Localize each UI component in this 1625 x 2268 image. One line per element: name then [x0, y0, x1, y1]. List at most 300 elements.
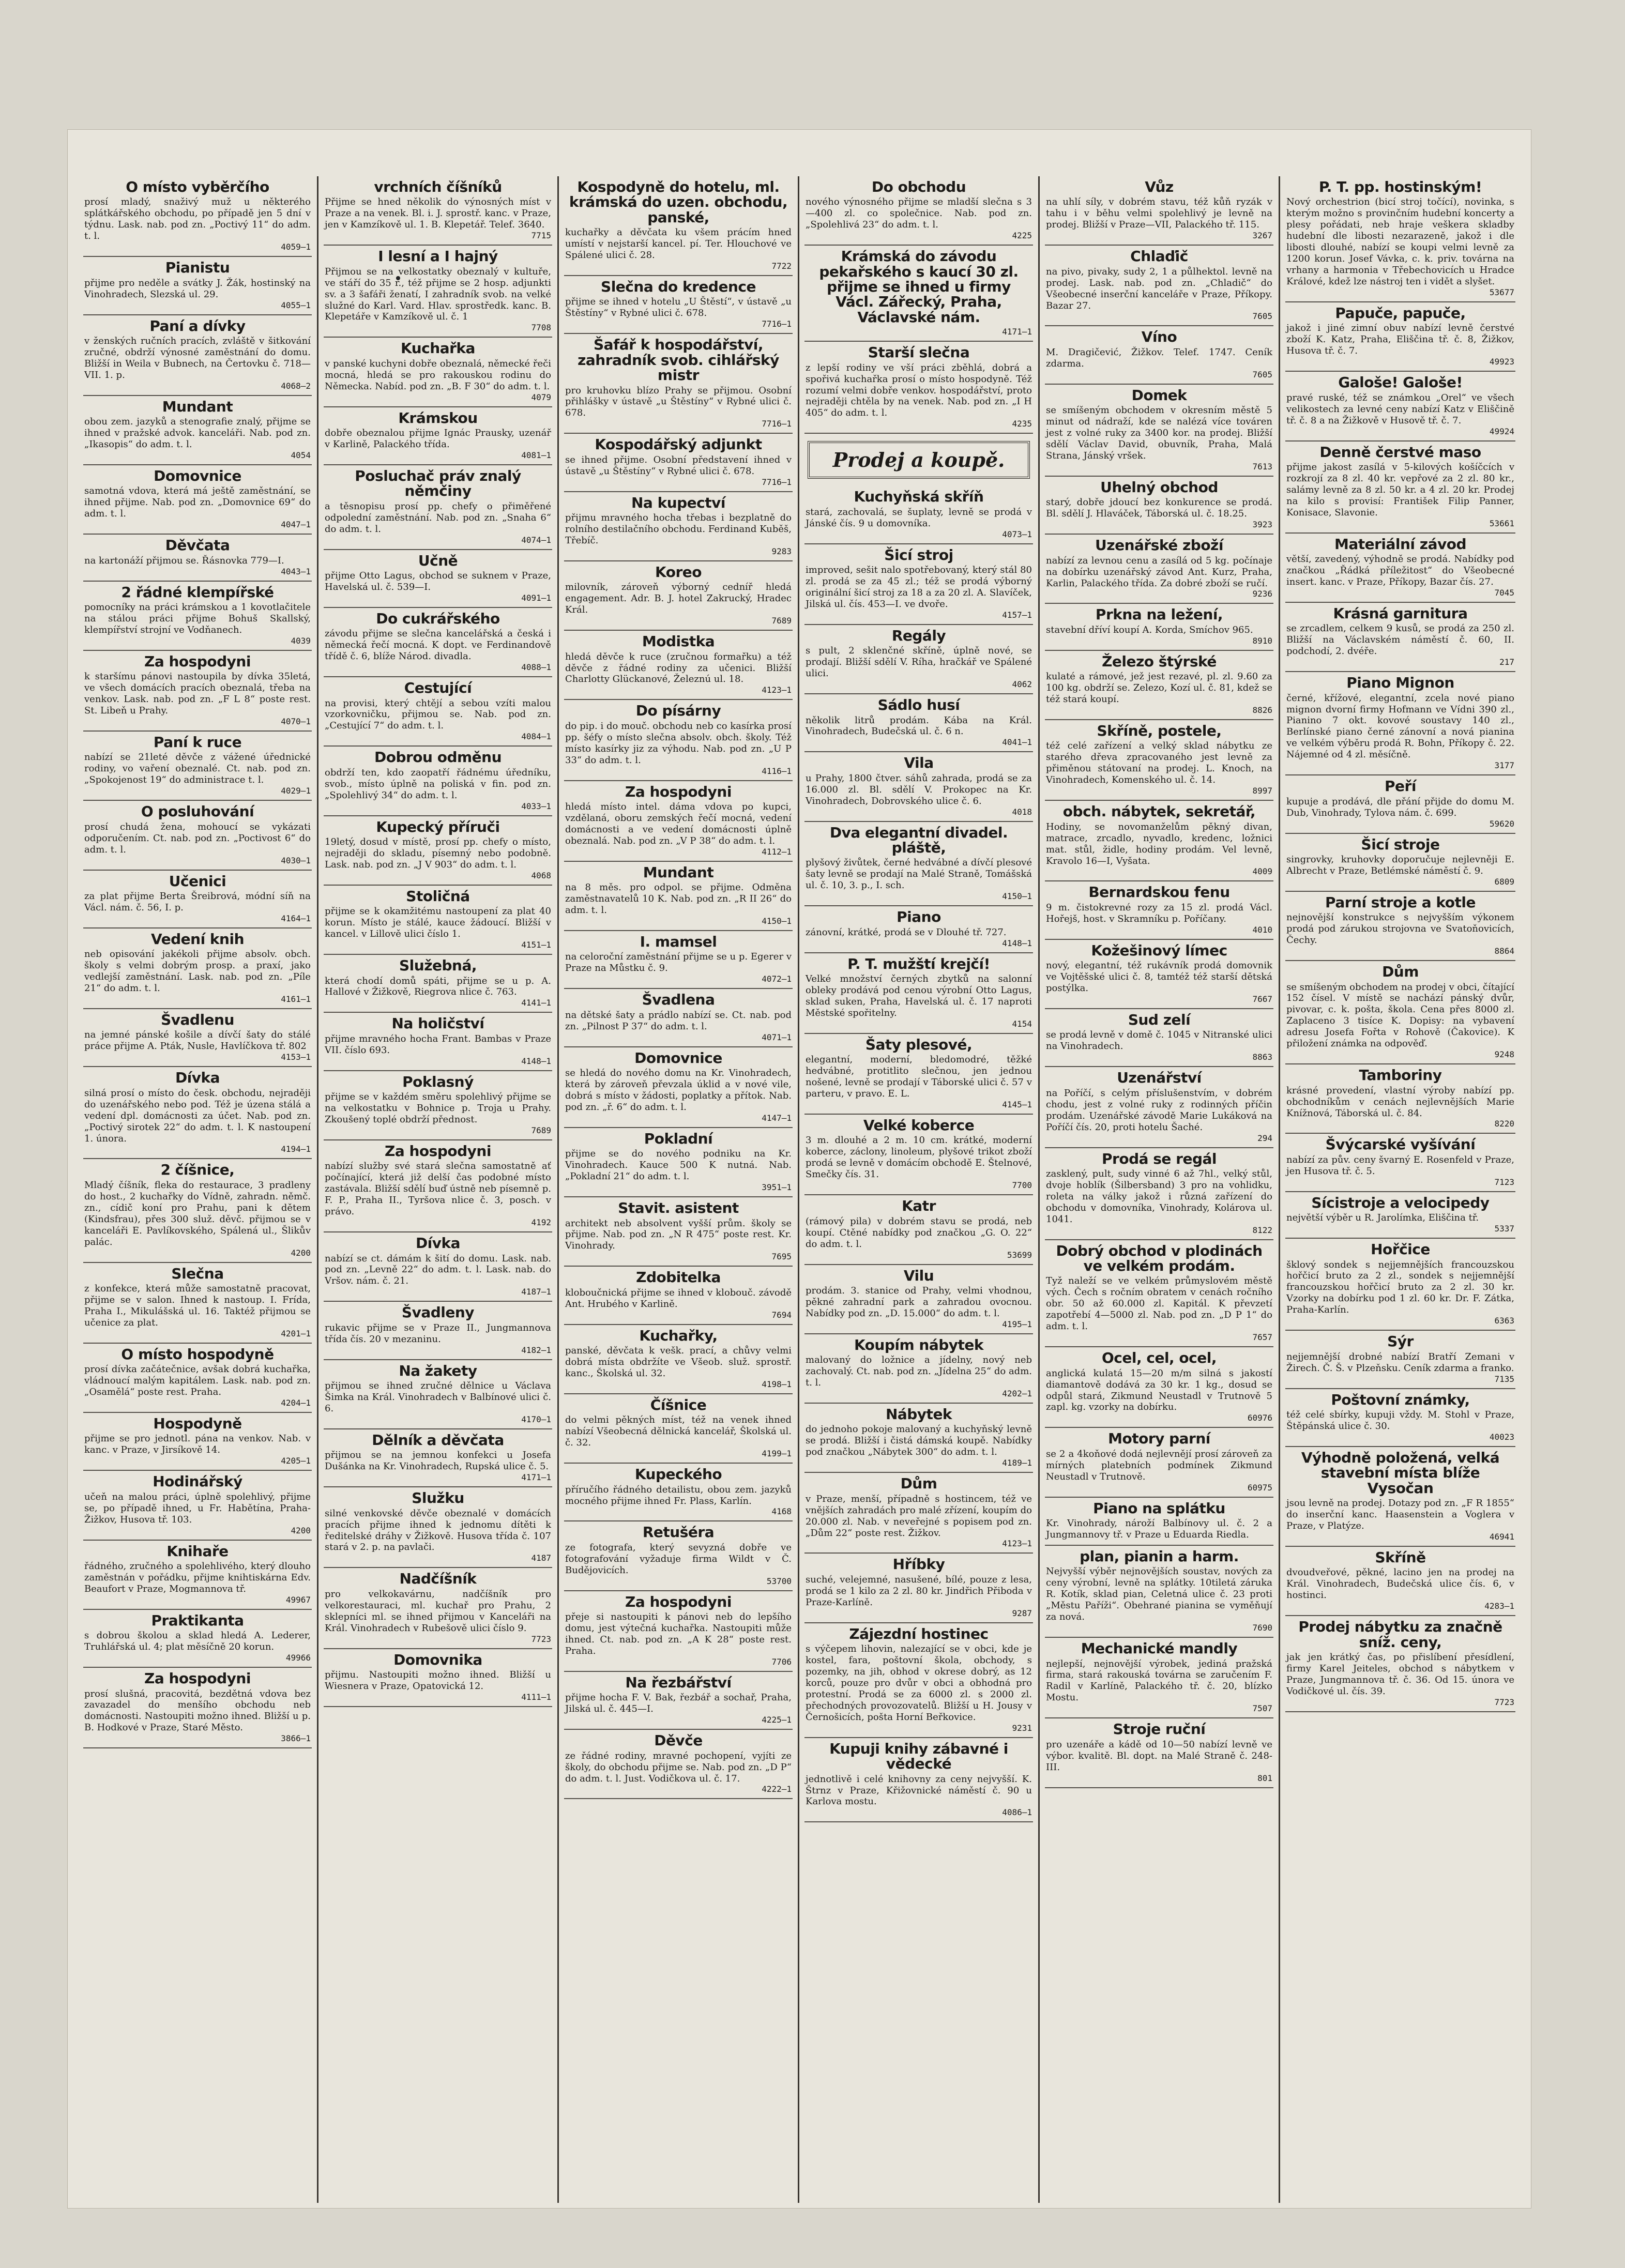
classified-ad	[324, 465, 552, 550]
ad-title: Denně čerstvé maso	[1319, 443, 1481, 461]
classified-ad	[83, 871, 312, 928]
ad-text: s pult, 2 sklenčné skříně, úplně nové, se prodají. Bližší sdělí V. Ríha, hračkář ve Spálené ulici.	[806, 645, 1032, 679]
classified-ad	[1285, 442, 1515, 534]
ad-text: plyšový živůtek, černé hedvábné a dívčí plesové šaty levně se prodají na Malé Straně, Tomášská ul. č. 10, 3. p., I. sch.	[806, 857, 1032, 891]
ad-title: Krámská do závodu pekařského s kaucí 30 zl. přijme se ihned u firmy Václ. Zářecký, Praha, Václavské nám.	[819, 248, 1019, 326]
ad-text: pravé ruské, též se známkou „Orel“ ve všech velikostech za levné ceny nabízí Katz v Eliščině tř. č. 8 a na Žižkově v Husově tř. č. 7.	[1286, 392, 1514, 426]
ad-title: Zdobitelka	[636, 1269, 721, 1286]
ad-text: nabízí služby své stará slečna samostatně ať počínající, která již delší čas podobné místo zastávala. Bližší sdělí buď ústně neb písemně p. F. P., Praha II., Tyršova nlice č. 3, posch. v právo.	[325, 1161, 551, 1217]
classified-ad	[804, 1265, 1033, 1334]
ad-text: stavební dříví koupí A. Korda, Smíchov 965.	[1046, 624, 1253, 635]
ad-title: Domek	[1131, 386, 1187, 404]
ad-text: přijme se v každém směru spolehlivý přijme se na velkostatku v Bohnice p. Troja u Prahy. Zkoušený toplé obdrží přednost.	[325, 1091, 551, 1125]
ad-title: Sýr	[1387, 1333, 1414, 1350]
classified-ad	[1285, 672, 1515, 775]
ad-text: suché, velejemné, nasušené, bílé, pouze z lesa, prodá se 1 kilo za 2 zl. 80 kr. Jindřich Přiboda v Praze-Karlíně.	[806, 1574, 1032, 1608]
ad-number: 4153—1	[281, 1052, 311, 1062]
ad-title: Dívka	[175, 1069, 220, 1087]
ad-text: několik litrů prodám. Kába na Král. Vinohradech, Budečská ul. č. 6 n.	[806, 714, 1032, 737]
ad-text: přijme Otto Lagus, obchod se suknem v Praze, Havelská ul. č. 539—I.	[325, 570, 551, 592]
ad-title: Domovnika	[393, 1651, 482, 1668]
ad-title: Na holičství	[391, 1015, 484, 1032]
classified-ad	[324, 886, 552, 955]
ad-title: Pianistu	[165, 259, 230, 277]
classified-ad	[324, 1487, 552, 1568]
ad-title: Uhelný obchod	[1100, 478, 1218, 496]
ad-title: O místo hospodyně	[121, 1345, 274, 1363]
classified-ad	[1285, 961, 1515, 1064]
ad-number: 49966	[285, 1653, 311, 1663]
ad-number: 53677	[1489, 287, 1514, 298]
ad-number: 3866—1	[281, 1733, 311, 1744]
ad-number: 4111—1	[521, 1692, 551, 1702]
ad-title: Nábytek	[885, 1406, 952, 1423]
ad-title: Víno	[1141, 328, 1177, 346]
classified-ad	[324, 747, 552, 816]
ad-text: přijme se k okamžitému nastoupení za plat 40 korun. Místo je stálé, kauce žádoucí. Bližší v kancel. v Lillově ulici číslo 1.	[325, 906, 551, 940]
ad-text: přijme mravného hocha Frant. Bambas v Praze VII. číslo 693.	[325, 1033, 551, 1056]
ad-number: 7722	[771, 261, 792, 271]
ad-number: 3267	[1252, 231, 1272, 241]
ad-text: nabízí se ct. dámám k šití do domu. Lask. nab. pod zn. „Levně 22“ do adm. t. l. Lask. nab. do Vršov. nám. č. 21.	[325, 1253, 551, 1287]
ad-title: Dům	[900, 1475, 937, 1493]
classified-ad	[1045, 1009, 1273, 1067]
ad-title: Ocel, cel, ocel,	[1101, 1349, 1217, 1367]
ad-columns	[78, 176, 1521, 2203]
ad-number: 8910	[1252, 635, 1272, 646]
ad-title: Učně	[418, 552, 458, 569]
ad-title: Stavit. asistent	[618, 1199, 739, 1217]
ad-number: 7689	[531, 1125, 551, 1135]
ad-number: 4195—1	[1002, 1319, 1032, 1329]
ad-text: na uhlí síly, v dobrém stavu, též kůň ryzák v tahu i v běhu velmi spolehlivý je levně na prodej. Bližší v Praze—VII, Palackého tř. 115.	[1046, 196, 1272, 231]
ad-text: architekt neb absolvent vyšší prům. školy se přijme. Nab. pod zn. „N R 475“ poste rest. Kr. Vinohrady.	[565, 1217, 792, 1252]
ad-title: O místo vyběrčího	[126, 178, 269, 195]
ad-text: kloboučnická přijme se ihned v klobouč. závodě Ant. Hrubého v Karlině.	[565, 1287, 792, 1310]
classified-ad	[804, 342, 1033, 434]
ad-title: Cestující	[404, 679, 472, 697]
ad-text: v ženských ručních pracích, zvláště v šitkování zručné, obdrží výnosné zaměstnání do domu. Bližší in Weila v Bubnech, na Čertovku č. 718—VII. 1. p.	[84, 335, 311, 380]
ad-number: 4148—1	[1002, 938, 1032, 948]
ad-text: na provisi, který chtějí a sebou vzíti malou vzorkovničku, přijmou se. Nab. pod zn. „Cestující 7“ do adm. t. l.	[325, 697, 551, 732]
ad-title: Krámskou	[398, 409, 478, 427]
ad-number: 4171—1	[521, 1472, 551, 1483]
ad-text: hledá děvče k ruce (zručnou formařku) a též děvče z řádné rodiny za učenici. Bližší Charlotty Glückanové, Železnú ul. 18.	[565, 651, 792, 685]
ad-title: Slečna	[171, 1265, 224, 1282]
ad-text: dvoudveřové, pěkné, lacino jen na prodej na Král. Vinohradech, Budečská ulice čís. 6, v hostinci.	[1286, 1567, 1514, 1601]
ad-number: 4079	[531, 392, 551, 402]
ad-number: 4202—1	[1002, 1389, 1032, 1398]
classified-ad	[1045, 385, 1273, 477]
ad-text: přijmu mravného hocha třebas i bezplatně do rolního destilačního obchodu. Ferdinand Kuběš, Třebíč.	[565, 512, 792, 546]
classified-ad	[1045, 246, 1273, 326]
classified-ad	[564, 989, 793, 1047]
ad-title: Za hospodyni	[144, 652, 251, 670]
ad-title: Hořčice	[1371, 1241, 1430, 1258]
ad-number: 3951—1	[762, 1182, 792, 1193]
ad-title: Do obchodu	[871, 178, 966, 195]
ad-number: 8997	[1252, 786, 1272, 796]
ad-text: kulaté a rámové, jež jest rezavé, pl. zl. 9.60 za 100 kg. obdrží se. Zelezo, Kozí ul. č. 81, kdež se též stará koupí.	[1046, 671, 1272, 705]
ad-text: samotná vdova, která má ještě zaměstnání, se ihned přijme. Nab. pod zn. „Domovnice 69“ do adm. t. l.	[84, 485, 311, 520]
ad-text: s výčepem lihovin, nalezající se v obci, kde je kostel, fara, poštovní škola, obchody, s pozemky, na jih, obhod v okrese dobrý, as 12 korců, pouze pro dvůr v obci a obhodná pro protestní. Prodá se za 6000 zl. s 2000 zl. přechodných provozovatelů. Bližší u H. Jousy v Černošicích, pošta Horní Beřkovice.	[806, 1643, 1032, 1723]
ad-title: Krásná garnitura	[1333, 604, 1468, 622]
ad-text: improved, sešit nalo spotřebovaný, který stál 80 zl. prodá se za 45 zl.; též se prodá výborný originální šicí stroj za 18 a za 20 zl. A. Slavíček, Jilská ul. čís. 453—I. ve dvoře.	[806, 565, 1032, 610]
ad-number: 7694	[771, 1310, 792, 1320]
ad-text: na kartonáží přijmou se. Řásnovka 779—I.	[84, 555, 284, 566]
ad-title: Železo štýrské	[1102, 652, 1217, 670]
ad-title: Katr	[902, 1197, 936, 1215]
ad-number: 53699	[1007, 1250, 1032, 1260]
ad-number: 4187—1	[521, 1287, 551, 1297]
ad-title: I lesní a I hajný	[378, 248, 498, 265]
ad-number: 4039	[291, 635, 311, 646]
ad-title: Na žakety	[399, 1362, 477, 1379]
ad-text: v Praze, menší, případně s hostincem, též ve vnějších zahradách pro malé zřízení, koupím do 20.000 zl. Nab. v neveřejné s popisem pod zn. „Dům 22“ poste rest. Žižkov.	[806, 1493, 1032, 1539]
ad-text: nejlepší, nejnovější výrobek, jediná pražská firma, stará rakouská továrna se zaručením F. Radil v Karlíně, Palackého tř. č. 20, blízko Mostu.	[1046, 1658, 1272, 1703]
ad-text: větší, zavedený, výhodně se prodá. Nabídky pod značkou „Řádká příležitost“ do Všeobecné insert. kanc. v Praze, Příkopy, Bazar čís. 27.	[1286, 554, 1514, 587]
ad-number: 4205—1	[281, 1456, 311, 1466]
ad-text: a těsnopisu prosí pp. chefy o přiměřené odpolední zaměstnání. Nab. pod zn. „Snaha 6“ do adm. t. l.	[325, 500, 551, 535]
ad-text: nabízí se 21leté děvče z vážené úřednické rodiny, vo vaření obeznalé. Ct. nab. pod zn. „Spokojenost 19“ do administrace t. l.	[84, 752, 311, 786]
ad-text: též celé sbírky, kupuji vždy. M. Stohl v Praze, Štěpánská ulice č. 30.	[1286, 1409, 1514, 1432]
ad-number: 7667	[1252, 994, 1272, 1004]
ad-title: Dům	[1382, 963, 1419, 981]
ad-number: 4091—1	[521, 592, 551, 603]
ad-number: 4043—1	[281, 566, 311, 576]
classified-ad	[324, 1568, 552, 1649]
classified-ad	[804, 953, 1033, 1034]
classified-ad	[804, 1115, 1033, 1195]
ad-title: Děvčata	[165, 537, 230, 554]
ad-text: na Poříčí, s celým příslušenstvím, v dobrém chodu, jest z volné ruky z rodinných příčin prodám. Uzenářské závodě Marie Lukáková na Poříčí čís. 20, proti hotelu Šaché.	[1046, 1087, 1272, 1133]
classified-ad	[1045, 1718, 1273, 1788]
ad-text: na 8 měs. pro odpol. se přijme. Odměna zaměstnavatelů 10 K. Nab. pod zn. „R II 26“ do adm. t. l.	[565, 882, 792, 916]
ad-title: I. mamsel	[640, 933, 717, 951]
ad-number: 4141—1	[521, 998, 551, 1008]
ad-title: Šicí stroje	[1361, 835, 1440, 853]
classified-ad	[564, 1128, 793, 1197]
ad-title: P. T. pp. hostinským!	[1318, 178, 1482, 195]
ad-text: prodám. 3. stanice od Prahy, velmi vhodnou, pěkné zahradní park a zahradou ovocnou. Nabídky pod zn. „D. 15.000“ do adm. t. l.	[806, 1285, 1032, 1319]
classified-ad	[83, 535, 312, 581]
ad-text: do jednoho pokoje malovaný a kuchyňský levně se prodá. Bližší i čistá dámská koupě. Nabídky pod značkou „Nábytek 300“ do adm. t. l.	[806, 1424, 1032, 1458]
ad-title: Nadčíšník	[399, 1570, 477, 1588]
section-heading: Prodej a koupě.	[808, 441, 1030, 479]
ad-number: 53700	[766, 1576, 792, 1586]
classified-ad	[1285, 372, 1515, 441]
classified-ad	[804, 906, 1033, 953]
classified-ad	[804, 544, 1033, 625]
ad-title: Domovnice	[154, 467, 241, 484]
ad-title: Slečna do kredence	[601, 278, 756, 296]
ad-title: Dobrý obchod v plodinách ve velkém prodám.	[1056, 1242, 1263, 1275]
ad-title: Piano	[897, 908, 941, 926]
classified-ad	[83, 582, 312, 651]
ad-number: 60975	[1247, 1482, 1272, 1493]
ad-text: jakož i jiné zimní obuv nabízí levně čerstvé zboží K. Katz, Praha, Eliščina tř. č. 8, Žižkov, Husova tř. č. 7.	[1286, 323, 1514, 357]
ad-text: nabízí za levnou cenu a zasílá od 5 kg. počínaje na dobírku uzenářský závod Ant. Kurz, Praha, Karlin, Palackého třída. Za dobré zboží se ručí.	[1046, 555, 1272, 589]
ad-number: 4084—1	[521, 732, 551, 742]
classified-ad	[804, 1738, 1033, 1823]
ad-title: Poklasný	[402, 1073, 474, 1090]
ad-number: 4081—1	[521, 450, 551, 460]
classified-ad	[1285, 176, 1515, 302]
ad-title: Za hospodyni	[144, 1670, 251, 1687]
ad-number: 8864	[1494, 946, 1514, 956]
ad-title: Mechanické mandly	[1081, 1640, 1238, 1657]
classified-ad	[1045, 604, 1273, 650]
classified-ad	[564, 176, 793, 276]
classified-ad	[564, 862, 793, 931]
ad-text: která chodí domů spáti, přijme se u p. A. Hallové v Žižkově, Riegrova nlice č. 763.	[325, 975, 551, 998]
classified-ad	[1045, 1240, 1273, 1348]
ad-title: Do písárny	[635, 702, 721, 720]
ad-text: elegantní, moderní, bledomodré, těžké hedvábné, protitlito slečnou, jen jednou nošené, levně se prodají v Táborské ulici č. 57 v parteru, v pravo. E. L.	[806, 1054, 1032, 1100]
ad-text: prosí chudá žena, mohoucí se vykázati odporučením. Ct. nab. pod zn. „Poctivost 6“ do adm. t. l.	[84, 821, 311, 855]
classified-ad	[1045, 535, 1273, 604]
ad-title: Regály	[891, 627, 946, 644]
ad-text: z lepší rodiny ve vší práci zběhlá, dobrá a spořivá kuchařka prosí o místo hospodyně. Též rozumí velmi dobře venkov. hospodářství, proto nejraději chtěla by na venek. Nab. pod zn. „I H 405“ do adm. t. l.	[806, 362, 1032, 419]
classified-ad	[804, 1195, 1033, 1265]
classified-ad	[804, 1554, 1033, 1623]
ad-number: 8826	[1252, 705, 1272, 716]
ad-text: se 2 a 4koňové dodá nejlevnějí prosí zároveň za mírných platebních podmínek Zikmund Neustadl v Trutnově.	[1046, 1448, 1272, 1482]
classified-ad	[564, 1464, 793, 1521]
ad-title: Prodej nábytku za značně sníž. ceny,	[1298, 1618, 1502, 1651]
ad-number: 4116—1	[762, 766, 792, 776]
ad-text: Přijme se hned několik do výnosných míst v Praze a na venek. Bl. i. J. sprostř. kanc. v Praze, jen v Kamzíkově ul. 1. B. Klepetář. Telef. 3640.	[325, 196, 551, 231]
ad-text: anglická kulatá 15—20 m/m silná s jakostí diamantově dodává za 30 kr. 1 kg., dosud se odpůl stará, Zikmund Neustadl v Trutnově 5 zapl. kg. vzorky na dobírku.	[1046, 1367, 1272, 1413]
ad-text: přijme se do nového podniku na Kr. Vinohradech. Kauce 500 K nutná. Nab. „Pokladní 21“ do adm. t. l.	[565, 1148, 792, 1182]
ad-number: 294	[1257, 1133, 1272, 1143]
classified-ad	[83, 396, 312, 465]
ad-text: přijme pro neděle a svátky J. Žák, hostinský na Vinohradech, Slezská ul. 29.	[84, 277, 311, 300]
classified-ad	[564, 1591, 793, 1672]
ad-title: Za hospodyni	[625, 1593, 732, 1610]
ad-text: pro velkokavárnu, nadčíšník pro velkorestauraci, ml. kuchař pro Prahu, 2 sklepníci ml. se ihned přijmou v Kanceláři na Král. Vinohradech v Rubešově ulici číslo 9.	[325, 1588, 551, 1634]
ad-title: Materiální závod	[1334, 535, 1467, 553]
ad-title: Modistka	[642, 633, 715, 650]
ad-number: 4198—1	[762, 1379, 792, 1389]
ad-number: 4164—1	[281, 913, 311, 923]
classified-ad	[804, 1034, 1033, 1115]
classified-ad	[804, 625, 1033, 694]
ad-number: 8122	[1252, 1225, 1272, 1235]
ad-text: řádného, zručného a spolehlivého, který dlouho zaměstnán v pořádku, přijme knihtiskárna Edv. Beaufort v Praze, Mogmannova tř.	[84, 1560, 311, 1594]
ad-text: 3 m. dlouhé a 2 m. 10 cm. krátké, moderní koberce, záclony, linoleum, plyšové trikot zboží prodá se levně v domácím obchodě E. Štelnové, Smečky čís. 31.	[806, 1135, 1032, 1180]
ad-title: Velké koberce	[863, 1117, 975, 1134]
ad-text: Velké množství černých zbytků na salonní obleky prodává pod cenou výrobní Otto Lagus, sklad suken, Praha, Havelská ul. č. 17 naproti Městské spořitelny.	[806, 973, 1032, 1018]
ad-text: do velmi pěkných míst, též na venek ihned nabízí Všeobecná dělnická kancelář, Školská ul. č. 32.	[565, 1414, 792, 1449]
ad-number: 7690	[1252, 1623, 1272, 1633]
ad-number: 3923	[1252, 520, 1272, 530]
column-3	[559, 176, 799, 2203]
ad-title: Na řezbářství	[625, 1673, 732, 1691]
classified-ad	[1045, 326, 1273, 384]
ad-title: Skříně, postele,	[1097, 722, 1222, 740]
ad-title: Švadlena	[642, 991, 715, 1009]
classified-ad	[1285, 775, 1515, 833]
ad-title: Starší slečna	[868, 344, 970, 361]
classified-ad	[564, 1047, 793, 1128]
ad-title: Praktikanta	[151, 1611, 244, 1629]
ad-number: 4010	[1252, 924, 1272, 935]
ad-text: stará, zachovalá, se šuplaty, levně se prodá v Jánské čís. 9 u domovníka.	[806, 506, 1032, 529]
ad-title: obch. nábytek, sekretář,	[1062, 803, 1256, 820]
classified-ad	[804, 752, 1033, 821]
classified-ad	[83, 732, 312, 801]
ad-title: Domovnice	[634, 1049, 722, 1067]
ad-number: 7695	[771, 1252, 792, 1262]
classified-ad	[1285, 1239, 1515, 1331]
classified-ad	[324, 1360, 552, 1429]
ad-number: 4030—1	[281, 855, 311, 865]
ad-text: pro kruhovku blízo Prahy se přijmou. Osobní přihlášky v ústavě „u Štěstíny“ v Rybné ulici č. 678.	[565, 385, 792, 419]
ad-number: 7708	[531, 323, 551, 333]
ad-number: 4009	[1252, 866, 1272, 877]
classified-ad	[1285, 302, 1515, 372]
ad-text: nejjemnější drobné nabízí Bratří Zemani v Žirech. Č. Š. v Plzeňsku. Ceník zdarma a franko.	[1286, 1351, 1514, 1374]
ad-text: na dětské šaty a prádlo nabízí se. Ct. nab. pod zn. „Pilnost P 37“ do adm. t. l.	[565, 1009, 792, 1032]
classified-ad	[1285, 603, 1515, 672]
ad-number: 7716—1	[762, 319, 792, 329]
classified-ad	[324, 550, 552, 608]
ad-number: 4112—1	[762, 846, 792, 857]
ad-title: Koupím nábytek	[854, 1336, 984, 1353]
ad-text: kuchařky a děvčata ku všem prácím hned umístí v nejstarší kancel. pí. Ter. Hlouchové ve Spálené ulici č. 28.	[565, 227, 792, 261]
classified-ad	[324, 407, 552, 465]
ad-number: 4071—1	[762, 1032, 792, 1042]
ad-text: nového výnosného přijme se mladší slečna s 3—400 zl. co společnice. Nab. pod zn. „Spolehlivá 23“ do adm. t. l.	[806, 196, 1032, 231]
ad-title: Sádlo husí	[877, 696, 960, 714]
classified-ad	[804, 822, 1033, 907]
ad-text: se ihned přijme. Osobní představení ihned v ústavě „u Štěstíny“ v Rybné ulici č. 678.	[565, 454, 792, 477]
ad-text: Kr. Vinohrady, nároží Balbínovy ul. č. 2 a Jungmannovy tř. v Praze u Eduarda Riedla.	[1046, 1518, 1272, 1540]
ad-number: 7507	[1252, 1703, 1272, 1714]
ad-number: 4073—1	[1002, 529, 1032, 539]
ad-text: zánovní, krátké, prodá se v Dlouhé tř. 727.	[806, 926, 1007, 938]
ad-number: 7045	[1494, 587, 1514, 598]
ad-title: Vilu	[903, 1267, 934, 1284]
classified-ad	[1285, 534, 1515, 603]
ad-text: přijme jakost zasílá v 5-kilových košíčcích v rozkrojí za 8 zl. 40 kr. vepřové za 2 zl. 80 kr., salámy levně za 8 zl. 50 kr. a 4 zl. 20 kr. Prodej na kilo s provisí: František Filip Panner, Konisace, Slavonie.	[1286, 461, 1514, 518]
ad-text: 9 m. čistokrevné rozy za 15 zl. prodá Václ. Hořejš, host. v Skramníku p. Poříčany.	[1046, 902, 1272, 924]
ad-number: 4033—1	[521, 801, 551, 811]
ad-title: 2 řádné klempířské	[121, 583, 274, 601]
ad-number: 4145—1	[1002, 1100, 1032, 1110]
ad-title: Stroje ruční	[1113, 1721, 1206, 1738]
ad-number: 4086—1	[1002, 1807, 1032, 1818]
ad-text: silná prosí o místo do česk. obchodu, nejraději do uzenářského nebo pod. Též je úzena stálá a vedení dpl. domácnosti za účet. Nab. pod zn. „Poctivý sirotek 22“ do adm. t. l. K nastoupení 1. února.	[84, 1087, 311, 1144]
ad-title: Prkna na ležení,	[1095, 606, 1223, 623]
ad-number: 4088—1	[521, 662, 551, 673]
column-5	[1040, 176, 1280, 2203]
column-4	[799, 176, 1040, 2203]
ad-number: 49923	[1489, 357, 1514, 367]
ad-title: Piano Mignon	[1346, 674, 1454, 692]
classified-ad	[324, 1232, 552, 1302]
ad-text: prosí dívka začátečnice, avšak dobrá kuchařka, vládnoucí malým kapitálem. Lask. nab. pod zn. „Osamělá“ poste rest. Praha.	[84, 1364, 311, 1398]
classified-ad	[83, 257, 312, 315]
classified-ad	[1045, 1067, 1273, 1148]
ad-title: Sud zelí	[1128, 1011, 1191, 1028]
ad-number: 4225—1	[762, 1715, 792, 1725]
ad-title: Vůz	[1145, 178, 1174, 195]
classified-ad	[324, 338, 552, 407]
ad-number: 7723	[531, 1634, 551, 1644]
ad-text: s dobrou školou a sklad hledá A. Lederer, Truhlářská ul. 4; plat měsíčně 20 korun.	[84, 1630, 311, 1653]
ad-text: starý, dobře jdoucí bez konkurence se prodá. Bl. sdělí J. Hlaváček, Táborská ul. č. 18.25.	[1046, 497, 1272, 520]
classified-ad	[1285, 1192, 1515, 1239]
ad-text: příručího řádného detailistu, obou zem. jazyků mocného přijme ihned Fr. Plass, Karlín.	[565, 1484, 792, 1506]
classified-ad	[324, 955, 552, 1013]
ad-text: Tyž naleží se ve velkém průmyslovém městě vých. Čech s ročním obratem v cenách ročního obr. 50 až 60.000 zl. Kapitál. K převzetí zapotřebí 4—5000 zl. Nab. pod zn. „D P 1“ do adm. t. l.	[1046, 1275, 1272, 1332]
classified-ad	[1045, 477, 1273, 535]
classified-ad	[1285, 834, 1515, 892]
classified-ad	[83, 1009, 312, 1067]
ad-text: Mladý číšník, fleka do restaurace, 3 pradleny do host., 2 kuchařky do Vídně, zahradn. němč. zn., cídič koní pro Prahu, pani k dětem (Kindsfrau), přes 300 služ. děvč. přijmou se v kanceláři E. Pavlíkovského, Spálená ul., Šlikův palác.	[84, 1179, 311, 1247]
ad-text: (rámový pila) v dobrém stavu se prodá, neb koupí. Ctěné nabídky pod značkou „G. O. 22“ do adm. t. l.	[806, 1215, 1032, 1250]
classified-ad	[564, 276, 793, 334]
ad-number: 7657	[1252, 1332, 1272, 1343]
classified-ad	[324, 1071, 552, 1140]
ad-number: 9287	[1012, 1608, 1032, 1618]
classified-ad	[83, 1610, 312, 1668]
ad-text: přijme se ihned v hotelu „U Štěstí“, v ústavě „u Štěstíny“ v Rybné ulici č. 678.	[565, 296, 792, 319]
ad-title: Kupecký příruči	[376, 818, 500, 835]
classified-ad	[804, 694, 1033, 752]
classified-ad	[83, 1541, 312, 1610]
ad-text: šklový sondek s nejjemnějších francouzskou hořčicí bruto za 2 zl., sondek s nejjemnější francouzskou hořčicí bruto za 2 zl. 30 kr. Vzorky na dobírku pod 1 zl. 60 kr. Dr. F. Zátka, Praha-Karlín.	[1286, 1259, 1514, 1316]
ad-title: Piano na splátku	[1093, 1499, 1225, 1517]
ad-text: se zrcadlem, celkem 9 kusů, se prodá za 250 zl. Bližší na Václavském náměstí č. 60, II. podchodí, 2. dvéře.	[1286, 623, 1514, 657]
ad-number: 8220	[1494, 1119, 1514, 1129]
ad-title: Na kupectví	[631, 494, 725, 511]
ad-title: Kupeckého	[634, 1466, 722, 1483]
ad-text: dobře obeznalou přijme Ignác Prausky, uzenář v Karlině, Palackého třída.	[325, 428, 551, 450]
classified-ad	[1045, 176, 1273, 246]
ad-text: přijme se pro jednotl. pána na venkov. Nab. v kanc. v Praze, v Jirsíkově 14.	[84, 1433, 311, 1456]
ad-text: hledá místo intel. dáma vdova po kupci, vzdělaná, oboru zemských řečí mocná, vedení domácnosti a ve vedení domácnosti úplně obeznalá. Nab. pod zn. „V P 38“ do adm. t. l.	[565, 801, 792, 846]
ad-title: Peří	[1385, 778, 1416, 795]
ad-text: prosí mladý, snaživý muž u některého splátkářského obchodu, po případě jen 5 dní v týdnu. Lask. nab. pod zn. „Poctivý 11“ do adm. t. l.	[84, 196, 311, 242]
classified-ad	[83, 1067, 312, 1159]
ad-title: plan, pianin a harm.	[1080, 1547, 1239, 1565]
classified-ad	[83, 1413, 312, 1471]
classified-ad	[1045, 1498, 1273, 1546]
ad-number: 217	[1499, 657, 1514, 667]
ad-number: 7605	[1252, 369, 1272, 379]
ad-text: obdrží ten, kdo zaopatří řádnému úředníku, svob., místo úplně na poliská v fin. pod zn. „Spolehlivý 34“ do adm. t. l.	[325, 767, 551, 801]
ad-number: 4123—1	[762, 685, 792, 695]
ad-title: Bernardskou fenu	[1088, 884, 1230, 901]
ad-text: na pivo, pivaky, sudy 2, 1 a půlhektol. levně na prodej. Lask. nab. pod zn. „Chladič“ do Všeobecné inserční kanceláře v Praze, Příkopy. Bazar 27.	[1046, 266, 1272, 311]
classified-ad	[1045, 1428, 1273, 1497]
classified-ad	[83, 1471, 312, 1540]
ad-text: ze řádné rodiny, mravné pochopení, vyjíti ze školy, do obchodu přijme se. Nab. pod zn. „D P“ do adm. t. l. Just. Vodičkova ul. č. 17.	[565, 1750, 792, 1784]
ad-title: Chlaďič	[1130, 248, 1188, 265]
column-6	[1280, 176, 1521, 2203]
ad-number: 6363	[1494, 1316, 1514, 1326]
classified-ad	[564, 334, 793, 434]
ad-title: Kospodyně do hotelu, ml. krámská do uzen. obchodu, panské,	[569, 178, 788, 226]
ad-title: Tamboriny	[1359, 1067, 1442, 1084]
ad-number: 4283—1	[1484, 1601, 1514, 1611]
newspaper-page	[67, 129, 1531, 2209]
ad-title: Švýcarské vyšívání	[1325, 1136, 1476, 1153]
classified-ad	[1285, 1447, 1515, 1547]
